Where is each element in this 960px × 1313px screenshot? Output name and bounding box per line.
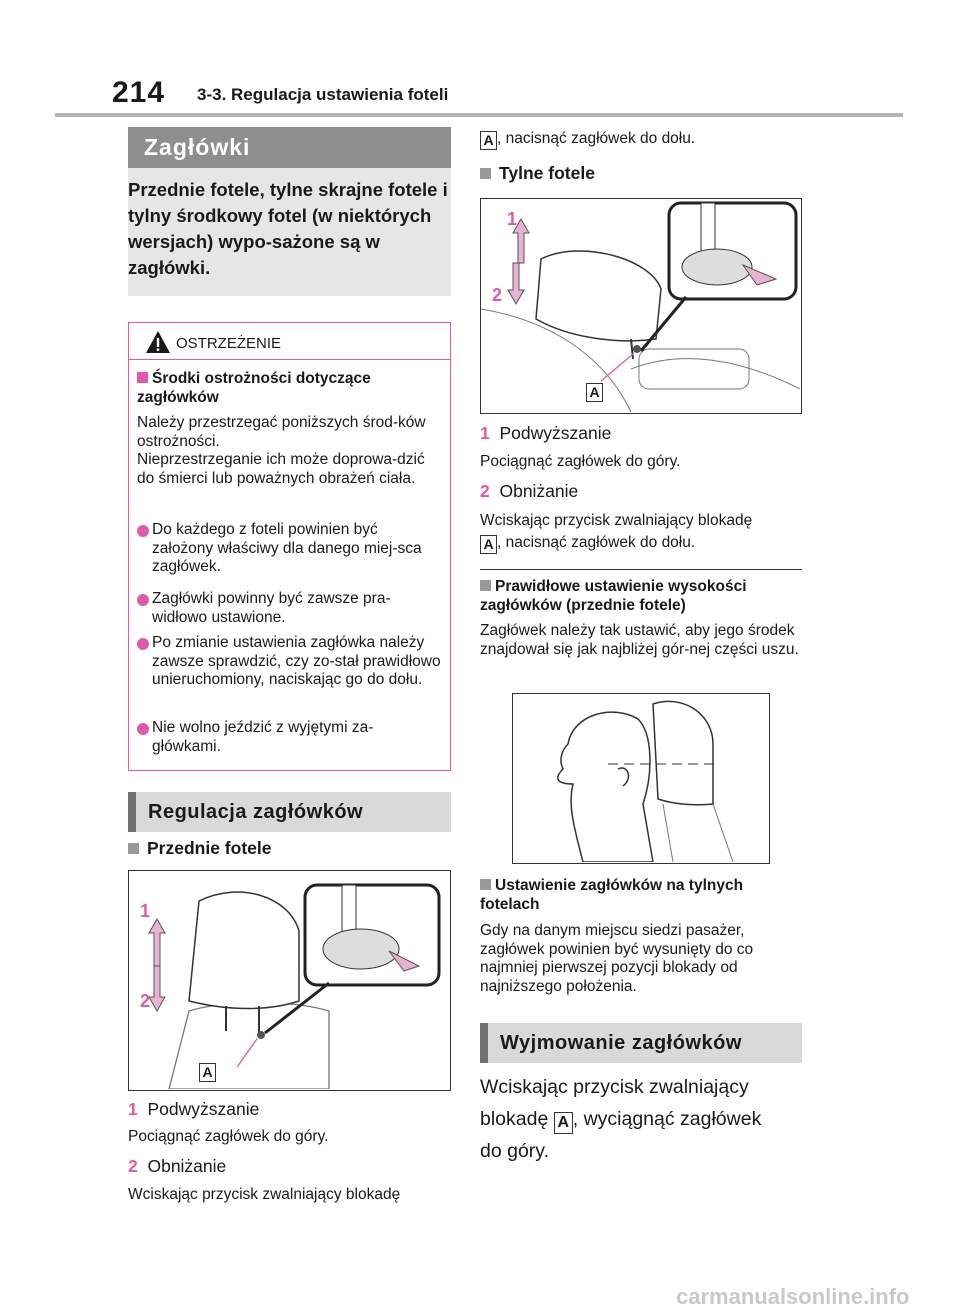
watermark: carmanualsonline.info [676, 1284, 910, 1309]
warning-heading: Środki ostrożności dotyczące zagłówków [137, 370, 371, 406]
page-number: 214 [112, 76, 166, 109]
rear-step-2-text: Wciskając przycisk zwalniający blokadę A , nacisnąć zagłówek do dołu. [480, 512, 753, 552]
warning-bullet-4: Nie wolno jeździć z wyjętymi za-główkami. [152, 719, 374, 755]
warning-bullet-1: Do każdego z foteli powinien być założony właściwy dla danego miej-sca zagłówek. [152, 521, 422, 575]
rear-step-1: 1 Podwyższanie [480, 423, 612, 443]
rear-adjust-heading: Ustawienie zagłówków na tylnych fotelach [480, 877, 744, 913]
rear-headrest-illustration [481, 199, 800, 412]
bullet-dot-icon [137, 638, 149, 650]
square-bullet-icon [480, 879, 491, 890]
bullet-dot-icon [137, 723, 149, 735]
front-step-1-text: Pociągnąć zagłówek do góry. [128, 1128, 329, 1145]
divider [480, 569, 802, 570]
front-seat-figure [128, 870, 451, 1091]
key-a: A [554, 1112, 573, 1134]
front-figure-label-2: 2 [140, 991, 151, 1011]
rear-figure-label-a: A [586, 383, 603, 402]
front-headrest-illustration [129, 871, 449, 1089]
front-figure-label-1: 1 [140, 901, 151, 921]
square-bullet-icon [128, 843, 139, 854]
section-label: 3-3. Regulacja ustawienia foteli [197, 85, 449, 104]
warning-para-2: Nieprzestrzeganie ich może doprowa-dzić do śmierci lub poważnych obrażeń ciała. [137, 451, 425, 487]
continued-text: A , nacisnąć zagłówek do dołu. [480, 130, 695, 150]
adjust-heading: Regulacja zagłówków [128, 792, 451, 832]
rear-step-2: 2 Obniżanie [480, 481, 579, 501]
warning-title: OSTRZEŻENIE [176, 335, 282, 352]
key-a: A [480, 131, 497, 150]
warning-bullet-2: Zagłówki powinny być zawsze pra-widłowo ustawione. [152, 590, 391, 626]
warning-triangle-icon [145, 330, 171, 354]
head-profile-illustration [513, 694, 768, 862]
head-position-figure [512, 693, 770, 864]
rear-adjust-text: Gdy na danym miejscu siedzi pasażer, zagłówek powinien być wysunięty do co najmniej pierwszej pozycji blokady od najniższego położenia. [480, 922, 754, 995]
square-bullet-icon [480, 580, 491, 591]
height-text: Zagłówek należy tak ustawić, aby jego środek znajdował się jak najbliżej gór-nej części uszu. [480, 622, 799, 658]
front-step-2: 2 Obniżanie [128, 1156, 227, 1176]
intro-text: Przednie fotele, tylne skrajne fotele i tylny środkowy fotel (w niektórych wersjach) wypo-sażone są w zagłówki. [128, 179, 448, 278]
warning-para-1: Należy przestrzegać poniższych środ-ków ostrożności. [137, 414, 426, 450]
header-rule [55, 113, 903, 117]
front-figure-label-a: A [199, 1063, 216, 1082]
rear-step-1-text: Pociągnąć zagłówek do góry. [480, 453, 681, 470]
rear-figure-label-2: 2 [492, 285, 503, 305]
square-bullet-icon [137, 372, 148, 383]
warning-bullet-3: Po zmianie ustawienia zagłówka należy zawsze sprawdzić, czy zo-stał prawidłowo unieruchomiony, naciskając go do dołu. [152, 634, 441, 688]
square-bullet-icon [480, 168, 491, 179]
front-step-1: 1 Podwyższanie [128, 1099, 260, 1119]
front-seats-heading: Przednie fotele [128, 838, 271, 859]
height-heading: Prawidłowe ustawienie wysokości zagłówków (przednie fotele) [480, 578, 747, 614]
key-a: A [480, 535, 497, 554]
bullet-dot-icon [137, 525, 149, 537]
bullet-dot-icon [137, 594, 149, 606]
rear-figure-label-1: 1 [507, 209, 518, 229]
rear-seats-heading: Tylne fotele [480, 163, 595, 184]
main-title: Zagłówki [128, 127, 451, 168]
front-step-2-text: Wciskając przycisk zwalniający blokadę [128, 1186, 401, 1203]
remove-text: Wciskając przycisk zwalniający blokadę A , wyciągnąć zagłówek do góry. [480, 1076, 762, 1162]
rear-seat-figure [480, 198, 802, 414]
remove-heading: Wyjmowanie zagłówków [480, 1023, 802, 1063]
